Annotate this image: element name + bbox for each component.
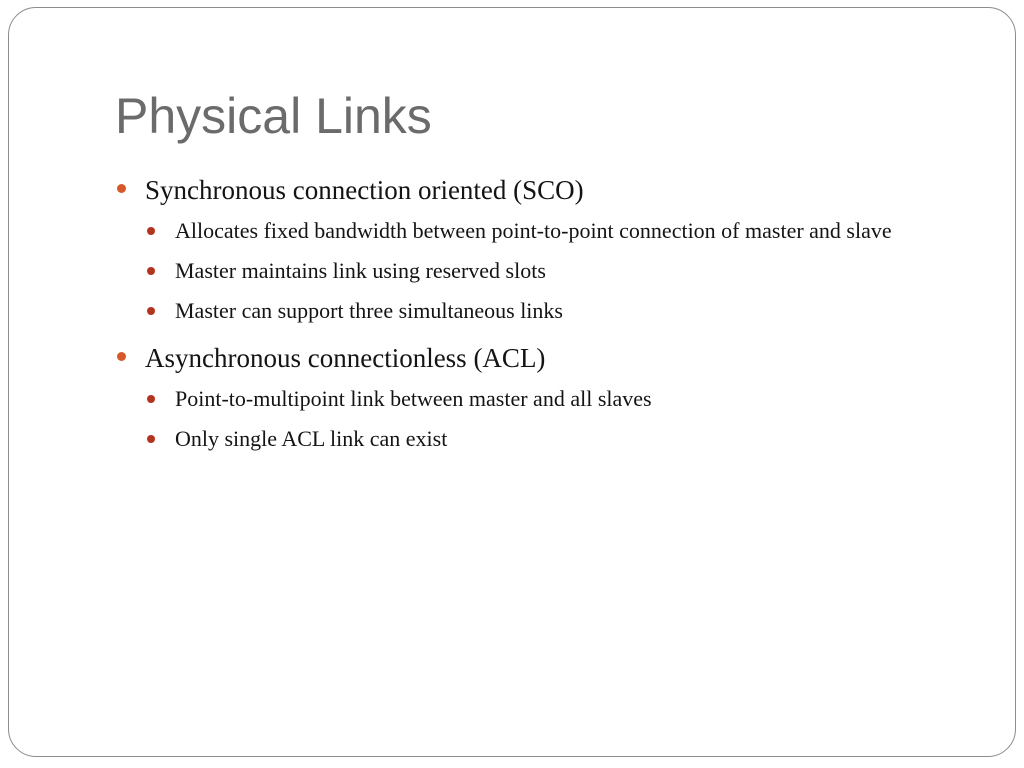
sub-bullet-text: Master can support three simultaneous links xyxy=(175,298,563,323)
bullet-dot-icon xyxy=(117,352,126,361)
sub-bullet-text: Master maintains link using reserved slots xyxy=(175,258,546,283)
sub-bullet-three-links xyxy=(145,294,965,328)
sub-bullet-fixed-bandwidth xyxy=(145,214,965,248)
sub-bullet-reserved-slots xyxy=(145,254,965,288)
sub-bullet-text: Point-to-multipoint link between master and all slaves xyxy=(175,386,652,411)
sub-bullet-dot-icon xyxy=(147,307,155,315)
bullet-acl xyxy=(115,342,965,374)
sub-bullet-dot-icon xyxy=(147,435,155,443)
bullet-text: Synchronous connection oriented (SCO) xyxy=(145,175,584,205)
bullet-dot-icon xyxy=(117,184,126,193)
slide-title: Physical Links xyxy=(115,88,432,144)
sub-bullet-multipoint xyxy=(145,382,965,416)
slide-body xyxy=(115,174,965,470)
sco-sub-list xyxy=(145,214,965,328)
sub-bullet-text: Allocates fixed bandwidth between point-to-point connection of master and slave xyxy=(175,218,892,243)
sub-bullet-text: Only single ACL link can exist xyxy=(175,426,448,451)
sub-bullet-single-acl xyxy=(145,422,965,456)
sub-bullet-dot-icon xyxy=(147,227,155,235)
slide-frame xyxy=(8,7,1016,757)
bullet-text: Asynchronous connectionless (ACL) xyxy=(145,343,546,373)
bullet-sco xyxy=(115,174,965,206)
sub-bullet-dot-icon xyxy=(147,395,155,403)
sub-bullet-dot-icon xyxy=(147,267,155,275)
acl-sub-list xyxy=(145,382,965,456)
